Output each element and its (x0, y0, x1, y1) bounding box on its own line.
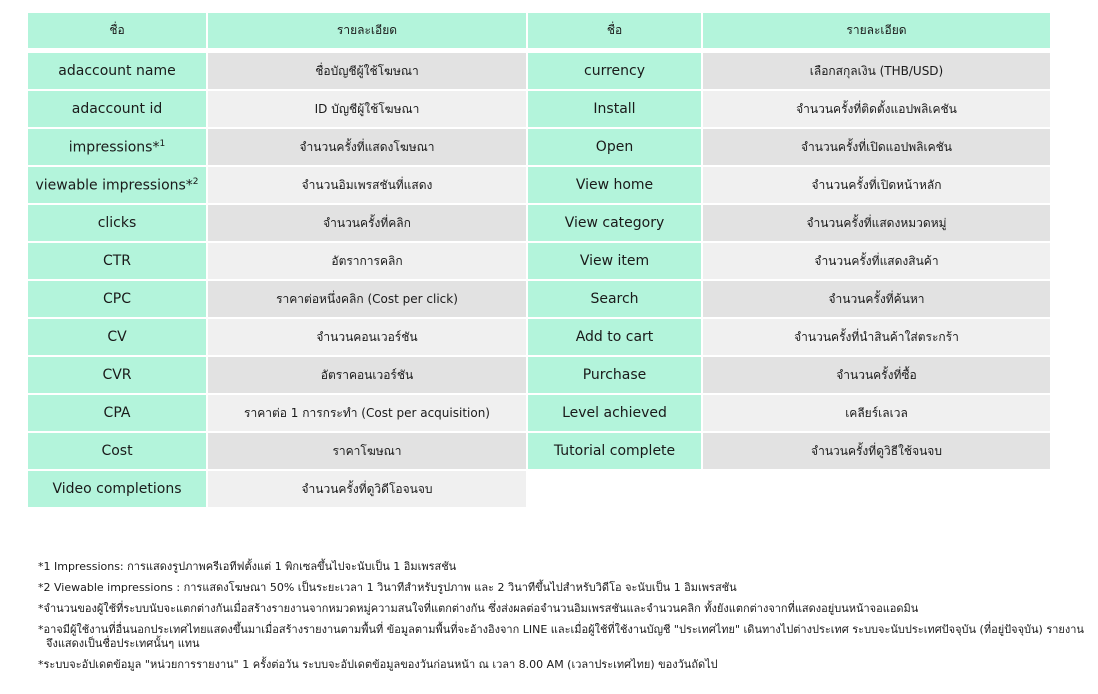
table-row (28, 281, 526, 319)
event-name: Install (528, 91, 703, 129)
table-row (528, 205, 1050, 243)
footnotes (38, 560, 1088, 679)
header-detail: รายละเอียด (208, 13, 526, 53)
table-row (528, 167, 1050, 205)
event-name: View category (528, 205, 703, 243)
empty-cell (528, 471, 703, 509)
header-name: ชื่อ (528, 13, 703, 53)
metric-name: CPA (28, 395, 208, 433)
metric-name: CV (28, 319, 208, 357)
event-detail: จำนวนครั้งที่แสดงหมวดหมู่ (703, 205, 1050, 243)
table-row (28, 395, 526, 433)
table-row (528, 129, 1050, 167)
event-name: Add to cart (528, 319, 703, 357)
event-name: Open (528, 129, 703, 167)
event-detail: จำนวนครั้งที่เปิดแอปพลิเคชัน (703, 129, 1050, 167)
event-name: currency (528, 53, 703, 91)
metric-detail: ราคาโฆษณา (208, 433, 526, 471)
event-name: Level achieved (528, 395, 703, 433)
event-detail: เลือกสกุลเงิน (THB/USD) (703, 53, 1050, 91)
table-row (28, 471, 526, 509)
table-row (28, 53, 526, 91)
event-detail: เคลียร์เลเวล (703, 395, 1050, 433)
metric-detail: จำนวนครั้งที่คลิก (208, 205, 526, 243)
empty-cell (703, 471, 1050, 509)
metric-name: CVR (28, 357, 208, 395)
table-row (528, 319, 1050, 357)
table-row-empty (528, 471, 1050, 509)
footnote-marker: 1 (159, 138, 166, 149)
metrics-tables (28, 13, 1050, 509)
metric-name: Video completions (28, 471, 208, 509)
table-row (28, 205, 526, 243)
table-row (528, 91, 1050, 129)
header-name: ชื่อ (28, 13, 208, 53)
table-row (28, 319, 526, 357)
table-row (28, 243, 526, 281)
table-row (528, 395, 1050, 433)
metric-detail: ราคาต่อหนึ่งคลิก (Cost per click) (208, 281, 526, 319)
footnote-update-schedule: *ระบบจะอัปเดตข้อมูล "หน่วยการรายงาน" 1 ครั้งต่อวัน ระบบจะอัปเดตข้อมูลของวันก่อนหน้า ณ เวลา 8.00 AM (เวลาประเทศไทย) ของวันถัดไป (38, 658, 718, 671)
metric-detail: จำนวนครั้งที่ดูวิดีโอจนจบ (208, 471, 526, 509)
table-row (528, 433, 1050, 471)
metric-name: adaccount name (28, 53, 208, 91)
table-row (28, 129, 526, 167)
metric-name: CPC (28, 281, 208, 319)
table-row (528, 243, 1050, 281)
metric-name: clicks (28, 205, 208, 243)
metric-detail: จำนวนคอนเวอร์ชัน (208, 319, 526, 357)
metric-detail: ID บัญชีผู้ใช้โฆษณา (208, 91, 526, 129)
event-detail: จำนวนครั้งที่แสดงสินค้า (703, 243, 1050, 281)
event-name: Tutorial complete (528, 433, 703, 471)
metric-detail: ชื่อบัญชีผู้ใช้โฆษณา (208, 53, 526, 91)
table-row (28, 357, 526, 395)
event-detail: จำนวนครั้งที่ค้นหา (703, 281, 1050, 319)
table-row (28, 91, 526, 129)
event-name: Search (528, 281, 703, 319)
metric-detail: จำนวนครั้งที่แสดงโฆษณา (208, 129, 526, 167)
table-row (528, 53, 1050, 91)
metric-name: adaccount id (28, 91, 208, 129)
metric-detail: ราคาต่อ 1 การกระทำ (Cost per acquisition) (208, 395, 526, 433)
event-detail: จำนวนครั้งที่ติดตั้งแอปพลิเคชัน (703, 91, 1050, 129)
metric-detail: อัตราคอนเวอร์ชัน (208, 357, 526, 395)
metric-name: impressions*$^1$ (28, 129, 208, 167)
metric-detail: อัตราการคลิก (208, 243, 526, 281)
event-detail: จำนวนครั้งที่ซื้อ (703, 357, 1050, 395)
metric-name: viewable impressions*$^2$ (28, 167, 208, 205)
event-detail: จำนวนครั้งที่ดูวิธีใช้จนจบ (703, 433, 1050, 471)
event-detail: จำนวนครั้งที่เปิดหน้าหลัก (703, 167, 1050, 205)
metrics-table-left (28, 13, 526, 509)
footnote-user-count: *จำนวนของผู้ใช้ที่ระบบนับจะแตกต่างกันเมื่อสร้างรายงานจากหมวดหมู่ความสนใจที่แตกต่างกัน ซึ่งส่งผลต่อจำนวนอิมเพรสชันและจำนวนคลิก ทั้งยังแตกต่างจากที่แสดงอยู่บนหน้าจอแอดมิน (38, 602, 919, 615)
metrics-table-right (528, 13, 1050, 509)
metric-name: CTR (28, 243, 208, 281)
table-row (528, 281, 1050, 319)
table-row (28, 167, 526, 205)
table-row (28, 433, 526, 471)
event-detail: จำนวนครั้งที่นำสินค้าใส่ตระกร้า (703, 319, 1050, 357)
event-name: View item (528, 243, 703, 281)
event-name: Purchase (528, 357, 703, 395)
header-detail: รายละเอียด (703, 13, 1050, 53)
event-name: View home (528, 167, 703, 205)
footnote-marker: 2 (192, 176, 199, 187)
footnote-country: *อาจมีผู้ใช้งานที่อื่นนอกประเทศไทยแสดงขึ้นมาเมื่อสร้างรายงานตามพื้นที่ ข้อมูลตามพื้นที่จะอ้างอิงจาก LINE และเมื่อผู้ใช้ที่ใช้งานบัญชี "ประเทศไทย" เดินทางไปต่างประเทศ ระบบจะนับประเทศปัจจุบัน (ที่อยู่ปัจจุบัน) รายงานจึงแสดงเป็นชื่อประเทศนั้นๆ แทน (38, 623, 1084, 650)
metric-name: Cost (28, 433, 208, 471)
metric-detail: จำนวนอิมเพรสชันที่แสดง (208, 167, 526, 205)
footnote-impressions: *1 Impressions: การแสดงรูปภาพครีเอทีฟตั้งแต่ 1 พิกเซลขึ้นไปจะนับเป็น 1 อิมเพรสชัน (38, 560, 457, 573)
table-row (528, 357, 1050, 395)
footnote-viewable-impressions: *2 Viewable impressions : การแสดงโฆษณา 50% เป็นระยะเวลา 1 วินาทีสำหรับรูปภาพ และ 2 วินาทีขึ้นไปสำหรับวิดีโอ จะนับเป็น 1 อิมเพรสชัน (38, 581, 737, 594)
